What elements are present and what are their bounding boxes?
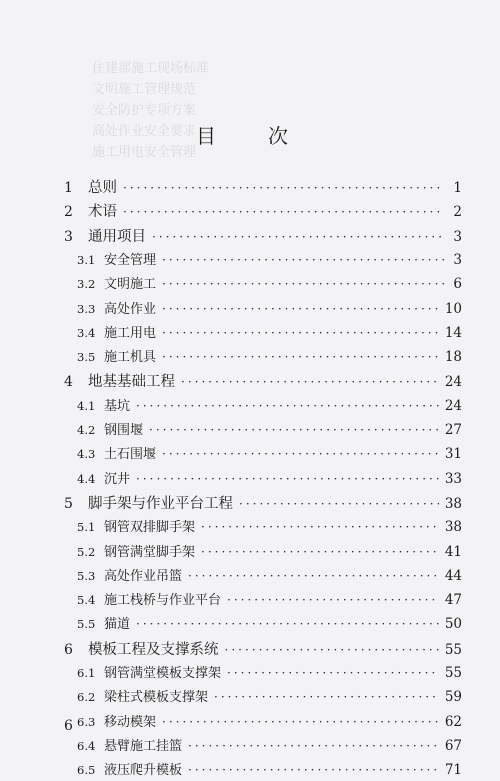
dot-leader: [162, 326, 439, 340]
toc-entry-title: 液压爬升模板: [104, 763, 183, 779]
toc-entry-number: 6.2: [77, 690, 96, 705]
toc-entry-page: 71: [444, 762, 462, 779]
toc-entry-page: 44: [444, 567, 462, 584]
toc-entry-page: 55: [444, 641, 462, 658]
toc-entry-number: 3.2: [77, 277, 96, 292]
toc-section-entry: [77, 516, 462, 538]
toc-entry-number: 5.2: [77, 544, 96, 559]
dot-leader: [188, 763, 439, 777]
toc-entry-page: 24: [444, 374, 462, 391]
toc-entry-page: 31: [444, 446, 462, 463]
toc-entry-page: 41: [444, 543, 462, 560]
dot-leader: [136, 472, 439, 486]
toc-section-entry: [77, 662, 462, 684]
toc-section-entry: [77, 419, 462, 441]
toc-entry-page: 67: [444, 737, 462, 754]
dot-leader: [201, 520, 439, 534]
toc-entry-title: 施工栈桥与作业平台: [104, 593, 222, 609]
toc-chapter-entry: [64, 225, 462, 247]
toc-entry-title: 模板工程及支撑系统: [88, 641, 219, 658]
dot-leader: [136, 399, 439, 413]
toc-entry-title: 移动模架: [104, 714, 157, 730]
toc-section-entry: [77, 443, 462, 465]
bleed-line: 安全防护专项方案: [92, 103, 197, 118]
toc-entry-number: 4.4: [77, 471, 96, 486]
toc-entry-page: 62: [444, 713, 462, 730]
toc-entry-page: 38: [444, 495, 462, 512]
dot-leader: [136, 617, 439, 631]
toc-entry-number: 3.3: [77, 301, 96, 316]
toc-section-entry: [77, 759, 462, 781]
toc-entry-number: 5: [64, 495, 73, 512]
toc-chapter-entry: [64, 492, 462, 514]
toc-entry-title: 文明施工: [104, 277, 157, 293]
bleed-through-text: [92, 58, 332, 178]
toc-entry-page: 18: [444, 349, 462, 366]
toc-entry-number: 3.4: [77, 325, 96, 340]
toc-entry-number: 6: [64, 641, 73, 658]
dot-leader: [162, 447, 439, 461]
toc-entry-page: 59: [444, 689, 462, 706]
toc-entry-number: 4.3: [77, 447, 96, 462]
toc-entry-number: 4.1: [77, 398, 96, 413]
toc-entry-number: 5.5: [77, 617, 96, 632]
toc-chapter-entry: [64, 638, 462, 660]
toc-entry-number: 4.2: [77, 423, 96, 437]
dot-leader: [123, 181, 444, 195]
toc-entry-title: 施工机具: [104, 350, 157, 366]
toc-section-entry: [77, 589, 462, 611]
toc-section-entry: [77, 711, 462, 733]
toc-entry-title: 总则: [88, 180, 117, 196]
toc-entry-number: 3: [64, 228, 73, 245]
toc-entry-title: 脚手架与作业平台工程: [88, 495, 233, 512]
toc-entry-title: 钢管满堂脚手架: [104, 544, 196, 560]
toc-entry-number: 6.3: [77, 714, 96, 729]
toc-section-entry: [77, 346, 462, 368]
toc-entry-number: 1: [64, 180, 73, 196]
toc-entry-page: 47: [444, 592, 462, 609]
toc-section-entry: [77, 735, 462, 757]
bleed-line: 高处作业安全要求: [92, 124, 197, 139]
dot-leader: [225, 643, 439, 657]
dot-leader: [239, 497, 439, 511]
toc-section-entry: [77, 565, 462, 587]
toc-section-entry: [77, 468, 462, 490]
toc-chapter-entry: [64, 176, 462, 198]
toc-entry-title: 通用项目: [88, 228, 146, 245]
toc-chapter-entry: [64, 200, 462, 222]
toc-entry-page: 1: [453, 180, 462, 196]
dot-leader: [162, 302, 439, 316]
bleed-line: 住建部施工现场标准: [92, 61, 210, 76]
toc-entry-title: 钢管双排脚手架: [104, 520, 196, 536]
toc-entry-page: 27: [444, 422, 462, 438]
toc-entry-title: 梁柱式模板支撑架: [104, 690, 209, 706]
dot-leader: [162, 350, 439, 364]
toc-entry-number: 3.5: [77, 350, 96, 365]
toc-entry-page: 6: [453, 276, 462, 293]
toc-entry-title: 施工用电: [104, 325, 157, 341]
toc-section-entry: [77, 613, 462, 635]
toc-entry-number: 5.1: [77, 520, 96, 535]
dot-leader: [162, 277, 444, 291]
toc-chapter-entry: [64, 370, 462, 392]
dot-leader: [188, 739, 439, 753]
toc-entry-number: 3.1: [77, 252, 96, 267]
page-number: 6: [64, 718, 73, 734]
toc-entry-title: 地基基础工程: [88, 374, 175, 391]
toc-section-entry: [77, 273, 462, 295]
bleed-line: 文明施工管理规范: [92, 82, 197, 97]
dot-leader: [227, 593, 439, 607]
dot-leader: [152, 230, 444, 244]
toc-section-entry: [77, 686, 462, 708]
toc-entry-title: 沉井: [104, 471, 131, 487]
toc-entry-title: 钢围堰: [104, 423, 144, 438]
toc-section-entry: [77, 322, 462, 344]
dot-leader: [162, 253, 444, 267]
toc-section-entry: [77, 395, 462, 417]
toc-entry-number: 6.5: [77, 763, 96, 778]
toc-entry-title: 高处作业: [104, 301, 157, 317]
dot-leader: [188, 569, 439, 583]
dot-leader: [181, 375, 439, 389]
dot-leader: [149, 423, 439, 437]
bleed-line: 施工用电安全管理: [92, 145, 197, 160]
toc-entry-title: 术语: [88, 204, 117, 221]
dot-leader: [162, 715, 439, 729]
toc-entry-title: 土石围堰: [104, 447, 157, 463]
toc-entry-number: 6.4: [77, 738, 96, 753]
toc-entry-page: 24: [444, 397, 462, 414]
toc-entry-number: 5.3: [77, 568, 96, 583]
toc-section-entry: [77, 298, 462, 320]
dot-leader: [214, 690, 439, 704]
toc-entry-title: 钢管满堂模板支撑架: [104, 666, 222, 681]
toc-entry-title: 高处作业吊篮: [104, 568, 183, 584]
toc-entry-page: 38: [444, 519, 462, 536]
toc-entry-title: 安全管理: [104, 252, 157, 268]
dot-leader: [227, 666, 439, 680]
toc-entry-title: 悬臂施工挂篮: [104, 738, 183, 754]
toc-entry-page: 3: [453, 251, 462, 268]
toc-entry-page: 3: [453, 228, 462, 245]
toc-entry-title: 基坑: [104, 398, 131, 414]
page-title: 目 次: [196, 124, 304, 148]
toc-section-entry: [77, 249, 462, 271]
toc-entry-number: 6.1: [77, 666, 96, 680]
toc-section-entry: [77, 541, 462, 563]
toc-entry-page: 33: [444, 470, 462, 487]
toc-entry-page: 50: [444, 616, 462, 633]
toc-entry-number: 2: [64, 204, 73, 221]
dot-leader: [201, 545, 439, 559]
toc-entry-page: 55: [444, 665, 462, 681]
toc-entry-number: 4: [64, 374, 73, 391]
toc-entry-page: 10: [444, 300, 462, 317]
toc-entry-number: 5.4: [77, 593, 96, 608]
toc-entry-page: 2: [453, 204, 462, 221]
toc-entry-title: 猫道: [104, 617, 131, 633]
dot-leader: [123, 205, 444, 219]
toc-entry-page: 14: [444, 324, 462, 341]
